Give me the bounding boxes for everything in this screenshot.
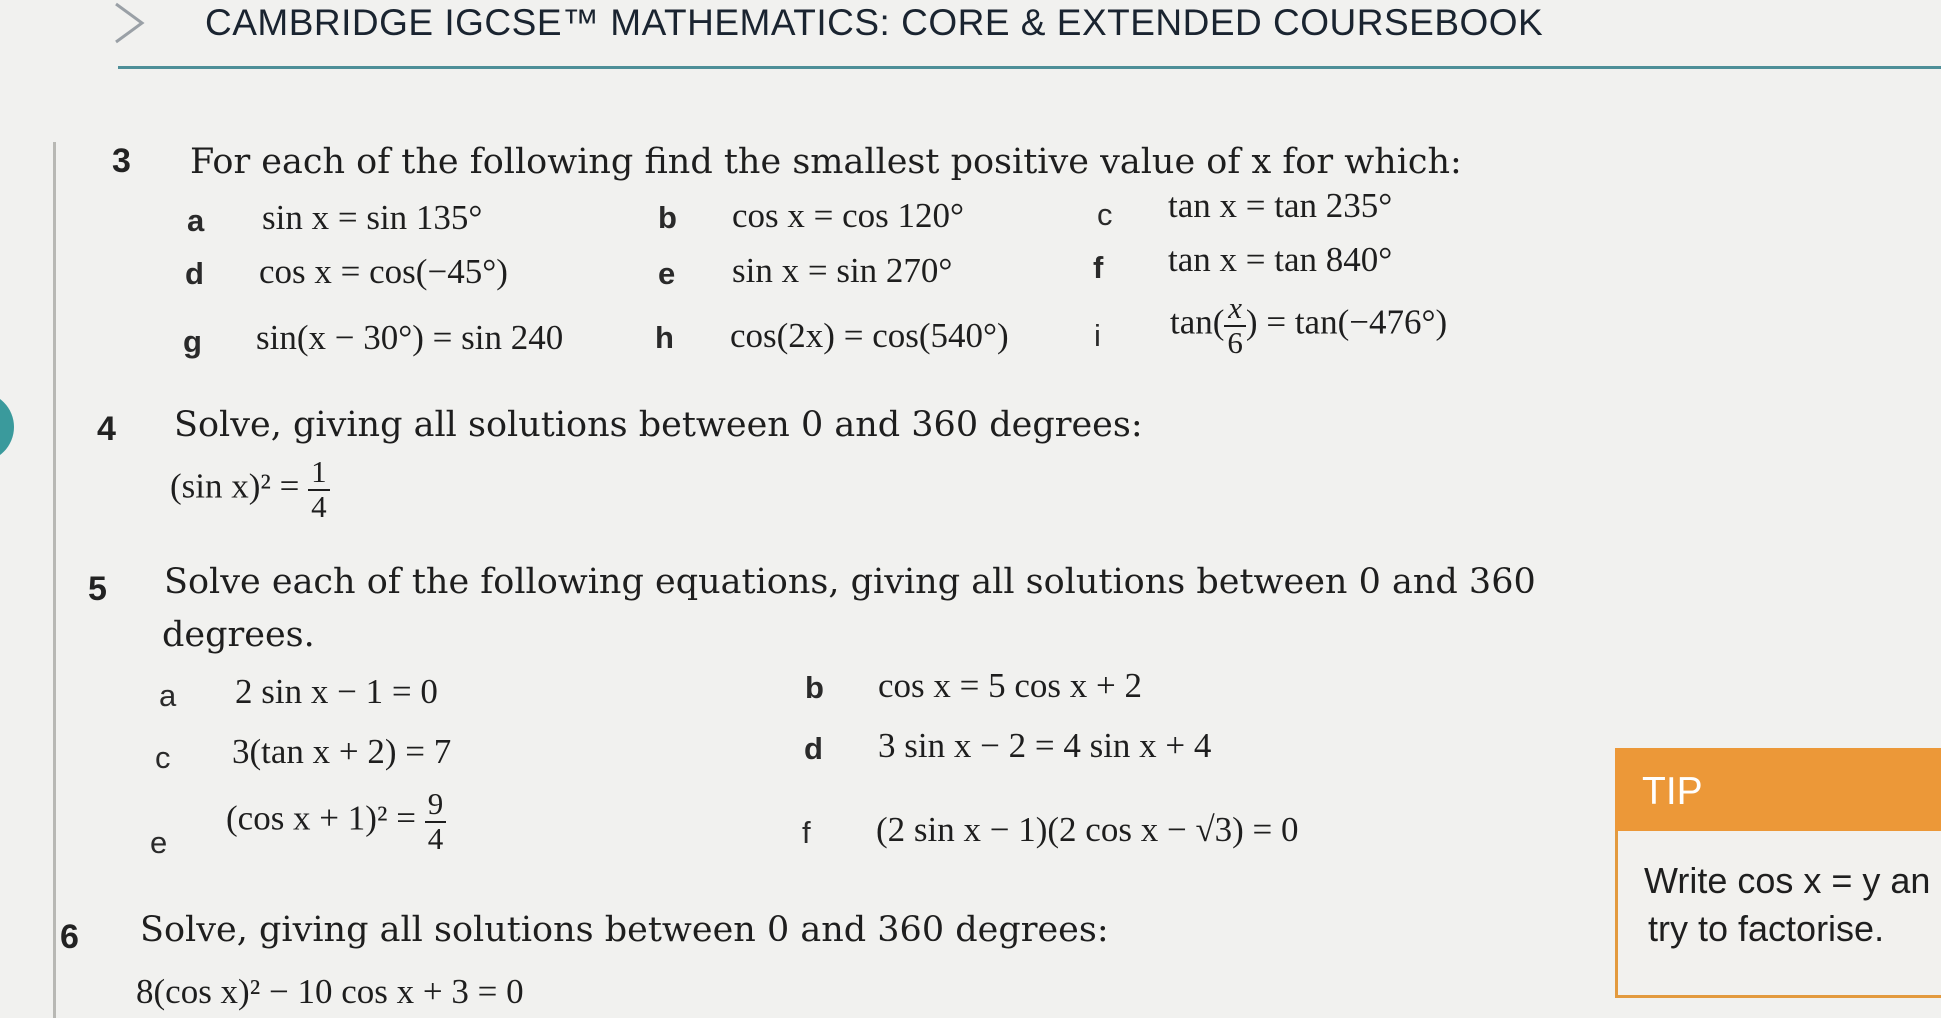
- question-5-stem-line1: Solve each of the following equations, giving all solutions between 0 and 360: [164, 562, 1536, 602]
- chevron-right-icon: [108, 0, 150, 46]
- question-4-number: 4: [97, 410, 116, 448]
- question-6-stem: Solve, giving all solutions between 0 and 360 degrees:: [140, 910, 1109, 950]
- q5-part-label: d: [804, 731, 823, 766]
- margin-rule: [53, 142, 56, 1018]
- question-4-stem: Solve, giving all solutions between 0 and 360 degrees:: [174, 405, 1143, 445]
- q3-part-label: f: [1093, 250, 1104, 285]
- q3-part-label: a: [187, 203, 205, 238]
- q3-part-label: b: [658, 200, 677, 235]
- q3i-eq-prefix: tan: [1170, 302, 1213, 342]
- q3-part-label: d: [185, 256, 204, 291]
- q3e-equation: sin x = sin 270°: [732, 251, 953, 290]
- q3-part-label: c: [1097, 197, 1113, 232]
- q5-part-label: e: [150, 825, 168, 860]
- q3-part-label: i: [1094, 318, 1101, 353]
- q4-equation: [170, 456, 330, 523]
- fraction-denominator: 4: [311, 488, 327, 524]
- q5-part-label: c: [155, 740, 171, 775]
- q3f-equation: tan x = tan 840°: [1168, 240, 1393, 279]
- q6-equation: 8(cos x)² − 10 cos x + 3 = 0: [136, 972, 524, 1011]
- fraction-denominator: 4: [427, 820, 444, 856]
- q5f-equation: (2 sin x − 1)(2 cos x − √3) = 0: [876, 810, 1299, 849]
- tip-text-line1: Write cos x = y an: [1644, 860, 1931, 901]
- q3-part-label: g: [183, 324, 202, 359]
- q4-eq-prefix: (sin x)² =: [170, 466, 300, 506]
- header-rule: [118, 66, 1941, 69]
- q5e-equation: [226, 788, 446, 855]
- fraction-denominator: 6: [1227, 324, 1243, 360]
- q3b-equation: cos x = cos 120°: [732, 196, 965, 235]
- question-5-stem-line2: degrees.: [162, 615, 315, 655]
- fraction-numerator: 9: [425, 788, 447, 823]
- question-3-stem: For each of the following find the smallest positive value of x for which:: [190, 142, 1462, 182]
- q3-part-label: e: [658, 256, 676, 291]
- q3g-equation: sin(x − 30°) = sin 240: [256, 318, 564, 357]
- q5-part-label: f: [802, 815, 811, 850]
- running-header: CAMBRIDGE IGCSE™ MATHEMATICS: CORE & EXTENDED COURSEBOOK: [205, 2, 1544, 43]
- q3d-equation: cos x = cos(−45°): [259, 252, 508, 291]
- q5e-fraction: [425, 788, 447, 855]
- section-tab-marker: [0, 392, 14, 462]
- q4-fraction: [308, 456, 330, 523]
- q5b-equation: cos x = 5 cos x + 2: [878, 666, 1143, 705]
- q3i-equation: tan( $\frac{x}{6}$ ) = tan(−476°): [1170, 290, 1448, 360]
- q5-part-label: b: [805, 670, 824, 705]
- q5a-equation: 2 sin x − 1 = 0: [235, 672, 438, 711]
- q5e-eq-prefix: (cos x + 1)² =: [226, 798, 416, 838]
- q3c-equation: tan x = tan 235°: [1168, 186, 1393, 225]
- q5d-equation: 3 sin x − 2 = 4 sin x + 4: [878, 726, 1212, 765]
- q3i-fraction: [1224, 292, 1246, 359]
- q5c-equation: 3(tan x + 2) = 7: [232, 732, 452, 771]
- question-6-number: 6: [60, 918, 79, 956]
- question-5-number: 5: [88, 570, 107, 608]
- tip-title: TIP: [1642, 770, 1703, 813]
- question-3-number: 3: [112, 142, 131, 180]
- tip-text-line2: try to factorise.: [1648, 908, 1885, 949]
- q5-part-label: a: [159, 678, 177, 713]
- fraction-numerator: x: [1224, 292, 1246, 327]
- q3i-eq-suffix: = tan(−476°): [1266, 302, 1448, 342]
- q3h-equation: cos(2x) = cos(540°): [730, 316, 1009, 355]
- fraction-numerator: 1: [308, 456, 330, 491]
- q3a-equation: sin x = sin 135°: [262, 198, 483, 237]
- q3-part-label: h: [655, 320, 674, 355]
